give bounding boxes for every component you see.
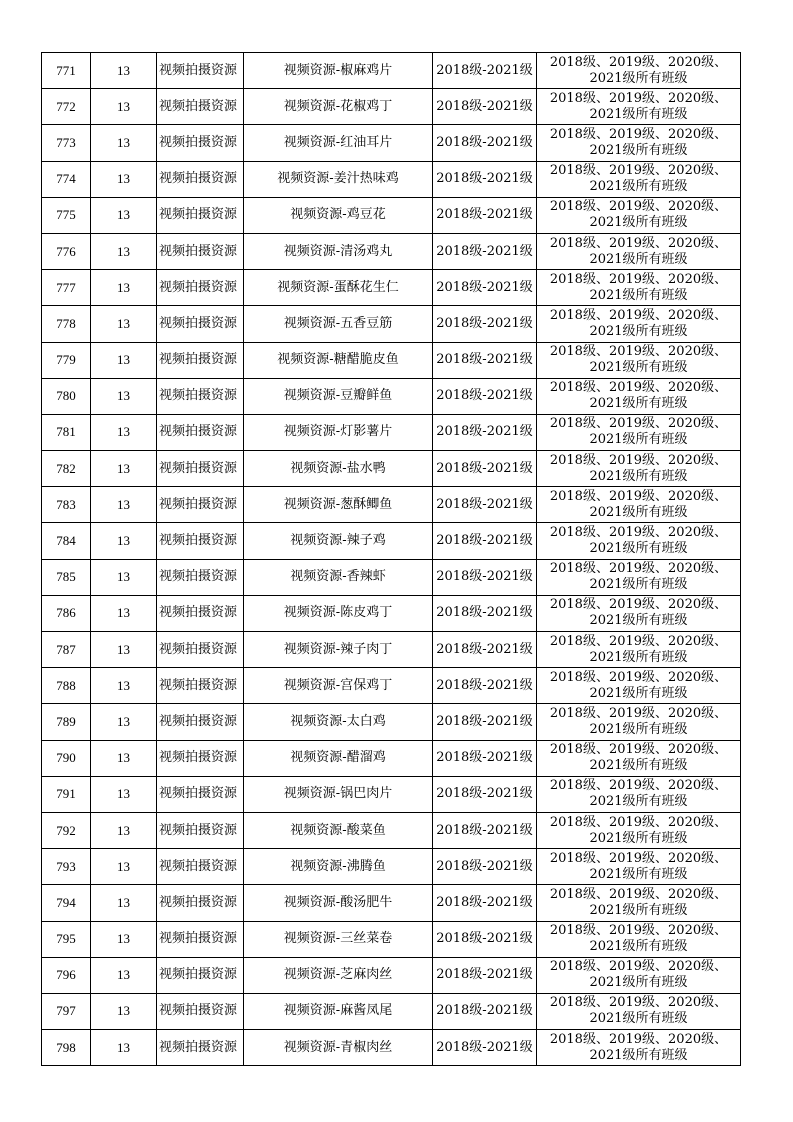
target-classes-line-2: 2021级所有班级 — [589, 975, 688, 991]
count-cell: 13 — [91, 776, 157, 812]
grade-range-cell: 2018级-2021级 — [433, 812, 537, 848]
target-classes-line-1: 2018级、2019级、2020级、 — [549, 886, 728, 902]
target-classes-cell — [537, 161, 741, 197]
category-cell: 视频拍摄资源 — [157, 776, 244, 812]
target-classes-cell — [537, 414, 741, 450]
target-classes-line-2: 2021级所有班级 — [589, 432, 688, 448]
target-classes-line-2: 2021级所有班级 — [589, 142, 688, 158]
grade-range-cell: 2018级-2021级 — [433, 1030, 537, 1066]
target-classes-line-1: 2018级、2019级、2020级、 — [549, 416, 728, 432]
row-number-cell: 785 — [42, 559, 91, 595]
target-classes-line-2: 2021级所有班级 — [589, 1011, 688, 1027]
grade-range-cell: 2018级-2021级 — [433, 233, 537, 269]
target-classes-cell — [537, 740, 741, 776]
count-cell: 13 — [91, 487, 157, 523]
table-row — [42, 885, 741, 921]
count-cell: 13 — [91, 812, 157, 848]
target-classes-line-2: 2021级所有班级 — [589, 1047, 688, 1063]
row-number-cell: 774 — [42, 161, 91, 197]
category-cell: 视频拍摄资源 — [157, 559, 244, 595]
category-cell: 视频拍摄资源 — [157, 885, 244, 921]
target-classes-line-1: 2018级、2019级、2020级、 — [549, 705, 728, 721]
table-row — [42, 487, 741, 523]
target-classes-line-1: 2018级、2019级、2020级、 — [549, 995, 728, 1011]
resource-name-cell: 视频资源-豆瓣鲜鱼 — [244, 378, 433, 414]
table-row — [42, 342, 741, 378]
category-cell: 视频拍摄资源 — [157, 993, 244, 1029]
count-cell: 13 — [91, 632, 157, 668]
grade-range-cell: 2018级-2021级 — [433, 993, 537, 1029]
resource-name-cell: 视频资源-三丝菜卷 — [244, 921, 433, 957]
count-cell: 13 — [91, 1030, 157, 1066]
count-cell: 13 — [91, 740, 157, 776]
resource-name-cell: 视频资源-麻酱凤尾 — [244, 993, 433, 1029]
row-number-cell: 792 — [42, 812, 91, 848]
count-cell: 13 — [91, 161, 157, 197]
grade-range-cell: 2018级-2021级 — [433, 342, 537, 378]
table-row — [42, 993, 741, 1029]
table-row — [42, 53, 741, 89]
resource-name-cell: 视频资源-酸汤肥牛 — [244, 885, 433, 921]
resource-name-cell: 视频资源-辣子鸡 — [244, 523, 433, 559]
row-number-cell: 773 — [42, 125, 91, 161]
target-classes-line-1: 2018级、2019级、2020级、 — [549, 561, 728, 577]
target-classes-cell — [537, 89, 741, 125]
grade-range-cell: 2018级-2021级 — [433, 921, 537, 957]
target-classes-cell — [537, 487, 741, 523]
count-cell: 13 — [91, 306, 157, 342]
table-row — [42, 957, 741, 993]
table-row — [42, 523, 741, 559]
count-cell: 13 — [91, 595, 157, 631]
table-row — [42, 921, 741, 957]
target-classes-line-1: 2018级、2019级、2020级、 — [549, 307, 728, 323]
table-row — [42, 704, 741, 740]
category-cell: 视频拍摄资源 — [157, 306, 244, 342]
table-row — [42, 668, 741, 704]
target-classes-cell — [537, 451, 741, 487]
category-cell: 视频拍摄资源 — [157, 957, 244, 993]
resource-name-cell: 视频资源-鸡豆花 — [244, 197, 433, 233]
target-classes-cell — [537, 559, 741, 595]
target-classes-line-2: 2021级所有班级 — [589, 287, 688, 303]
grade-range-cell: 2018级-2021级 — [433, 523, 537, 559]
target-classes-line-1: 2018级、2019级、2020级、 — [549, 344, 728, 360]
target-classes-line-1: 2018级、2019级、2020级、 — [549, 669, 728, 685]
target-classes-line-2: 2021级所有班级 — [589, 179, 688, 195]
row-number-cell: 779 — [42, 342, 91, 378]
grade-range-cell: 2018级-2021级 — [433, 414, 537, 450]
table-row — [42, 849, 741, 885]
row-number-cell: 772 — [42, 89, 91, 125]
category-cell: 视频拍摄资源 — [157, 668, 244, 704]
resource-name-cell: 视频资源-清汤鸡丸 — [244, 233, 433, 269]
resource-name-cell: 视频资源-花椒鸡丁 — [244, 89, 433, 125]
row-number-cell: 797 — [42, 993, 91, 1029]
target-classes-line-2: 2021级所有班级 — [589, 504, 688, 520]
target-classes-line-2: 2021级所有班级 — [589, 794, 688, 810]
row-number-cell: 795 — [42, 921, 91, 957]
grade-range-cell: 2018级-2021级 — [433, 704, 537, 740]
resource-name-cell: 视频资源-葱酥鲫鱼 — [244, 487, 433, 523]
target-classes-cell — [537, 342, 741, 378]
grade-range-cell: 2018级-2021级 — [433, 849, 537, 885]
table-row — [42, 89, 741, 125]
table-row — [42, 451, 741, 487]
grade-range-cell: 2018级-2021级 — [433, 668, 537, 704]
resource-name-cell: 视频资源-宫保鸡丁 — [244, 668, 433, 704]
table-row — [42, 414, 741, 450]
target-classes-cell — [537, 270, 741, 306]
grade-range-cell: 2018级-2021级 — [433, 451, 537, 487]
table-row — [42, 595, 741, 631]
target-classes-line-2: 2021级所有班级 — [589, 577, 688, 593]
target-classes-line-2: 2021级所有班级 — [589, 396, 688, 412]
grade-range-cell: 2018级-2021级 — [433, 957, 537, 993]
grade-range-cell: 2018级-2021级 — [433, 559, 537, 595]
category-cell: 视频拍摄资源 — [157, 89, 244, 125]
grade-range-cell: 2018级-2021级 — [433, 53, 537, 89]
row-number-cell: 796 — [42, 957, 91, 993]
count-cell: 13 — [91, 233, 157, 269]
row-number-cell: 782 — [42, 451, 91, 487]
grade-range-cell: 2018级-2021级 — [433, 270, 537, 306]
table-row — [42, 233, 741, 269]
resource-name-cell: 视频资源-灯影薯片 — [244, 414, 433, 450]
target-classes-cell — [537, 885, 741, 921]
resource-name-cell: 视频资源-姜汁热味鸡 — [244, 161, 433, 197]
count-cell: 13 — [91, 668, 157, 704]
target-classes-line-2: 2021级所有班级 — [589, 215, 688, 231]
target-classes-line-2: 2021级所有班级 — [589, 70, 688, 86]
table-row — [42, 378, 741, 414]
category-cell: 视频拍摄资源 — [157, 233, 244, 269]
grade-range-cell: 2018级-2021级 — [433, 125, 537, 161]
target-classes-line-2: 2021级所有班级 — [589, 649, 688, 665]
target-classes-line-2: 2021级所有班级 — [589, 360, 688, 376]
target-classes-cell — [537, 632, 741, 668]
row-number-cell: 787 — [42, 632, 91, 668]
target-classes-cell — [537, 849, 741, 885]
grade-range-cell: 2018级-2021级 — [433, 776, 537, 812]
row-number-cell: 790 — [42, 740, 91, 776]
resource-name-cell: 视频资源-香辣虾 — [244, 559, 433, 595]
row-number-cell: 775 — [42, 197, 91, 233]
count-cell: 13 — [91, 849, 157, 885]
target-classes-line-2: 2021级所有班级 — [589, 939, 688, 955]
category-cell: 视频拍摄资源 — [157, 921, 244, 957]
row-number-cell: 788 — [42, 668, 91, 704]
target-classes-line-2: 2021级所有班级 — [589, 541, 688, 557]
category-cell: 视频拍摄资源 — [157, 849, 244, 885]
target-classes-line-1: 2018级、2019级、2020级、 — [549, 778, 728, 794]
target-classes-cell — [537, 668, 741, 704]
category-cell: 视频拍摄资源 — [157, 451, 244, 487]
resource-name-cell: 视频资源-锅巴肉片 — [244, 776, 433, 812]
grade-range-cell: 2018级-2021级 — [433, 595, 537, 631]
target-classes-cell — [537, 523, 741, 559]
grade-range-cell: 2018级-2021级 — [433, 378, 537, 414]
category-cell: 视频拍摄资源 — [157, 704, 244, 740]
resource-name-cell: 视频资源-盐水鸭 — [244, 451, 433, 487]
target-classes-line-1: 2018级、2019级、2020级、 — [549, 959, 728, 975]
category-cell: 视频拍摄资源 — [157, 1030, 244, 1066]
target-classes-cell — [537, 125, 741, 161]
target-classes-line-2: 2021级所有班级 — [589, 866, 688, 882]
target-classes-line-2: 2021级所有班级 — [589, 830, 688, 846]
target-classes-cell — [537, 197, 741, 233]
target-classes-line-1: 2018级、2019级、2020级、 — [549, 126, 728, 142]
table-row — [42, 559, 741, 595]
category-cell: 视频拍摄资源 — [157, 812, 244, 848]
count-cell: 13 — [91, 125, 157, 161]
target-classes-line-2: 2021级所有班级 — [589, 613, 688, 629]
table-body — [42, 53, 741, 1066]
count-cell: 13 — [91, 53, 157, 89]
count-cell: 13 — [91, 342, 157, 378]
resource-name-cell: 视频资源-椒麻鸡片 — [244, 53, 433, 89]
target-classes-cell — [537, 595, 741, 631]
resource-name-cell: 视频资源-辣子肉丁 — [244, 632, 433, 668]
category-cell: 视频拍摄资源 — [157, 125, 244, 161]
count-cell: 13 — [91, 89, 157, 125]
count-cell: 13 — [91, 957, 157, 993]
table-row — [42, 632, 741, 668]
table-row — [42, 812, 741, 848]
target-classes-cell — [537, 1030, 741, 1066]
count-cell: 13 — [91, 378, 157, 414]
row-number-cell: 771 — [42, 53, 91, 89]
table-row — [42, 306, 741, 342]
grade-range-cell: 2018级-2021级 — [433, 161, 537, 197]
target-classes-line-2: 2021级所有班级 — [589, 323, 688, 339]
row-number-cell: 798 — [42, 1030, 91, 1066]
row-number-cell: 789 — [42, 704, 91, 740]
target-classes-cell — [537, 812, 741, 848]
grade-range-cell: 2018级-2021级 — [433, 740, 537, 776]
resource-table — [41, 52, 741, 1066]
row-number-cell: 784 — [42, 523, 91, 559]
category-cell: 视频拍摄资源 — [157, 414, 244, 450]
row-number-cell: 791 — [42, 776, 91, 812]
count-cell: 13 — [91, 921, 157, 957]
target-classes-line-1: 2018级、2019级、2020级、 — [549, 199, 728, 215]
target-classes-line-1: 2018级、2019级、2020级、 — [549, 271, 728, 287]
count-cell: 13 — [91, 197, 157, 233]
category-cell: 视频拍摄资源 — [157, 270, 244, 306]
target-classes-line-2: 2021级所有班级 — [589, 106, 688, 122]
resource-name-cell: 视频资源-酸菜鱼 — [244, 812, 433, 848]
target-classes-line-2: 2021级所有班级 — [589, 902, 688, 918]
category-cell: 视频拍摄资源 — [157, 595, 244, 631]
resource-name-cell: 视频资源-陈皮鸡丁 — [244, 595, 433, 631]
target-classes-line-2: 2021级所有班级 — [589, 721, 688, 737]
count-cell: 13 — [91, 704, 157, 740]
target-classes-line-1: 2018级、2019级、2020级、 — [549, 633, 728, 649]
target-classes-cell — [537, 233, 741, 269]
count-cell: 13 — [91, 523, 157, 559]
resource-name-cell: 视频资源-青椒肉丝 — [244, 1030, 433, 1066]
target-classes-line-2: 2021级所有班级 — [589, 685, 688, 701]
target-classes-line-2: 2021级所有班级 — [589, 758, 688, 774]
target-classes-line-1: 2018级、2019级、2020级、 — [549, 923, 728, 939]
target-classes-line-1: 2018级、2019级、2020级、 — [549, 488, 728, 504]
table-row — [42, 161, 741, 197]
count-cell: 13 — [91, 270, 157, 306]
table-row — [42, 270, 741, 306]
target-classes-line-1: 2018级、2019级、2020级、 — [549, 380, 728, 396]
grade-range-cell: 2018级-2021级 — [433, 885, 537, 921]
row-number-cell: 793 — [42, 849, 91, 885]
table-row — [42, 197, 741, 233]
target-classes-line-1: 2018级、2019级、2020级、 — [549, 597, 728, 613]
table-row — [42, 740, 741, 776]
target-classes-line-1: 2018级、2019级、2020级、 — [549, 742, 728, 758]
resource-name-cell: 视频资源-五香豆筋 — [244, 306, 433, 342]
row-number-cell: 776 — [42, 233, 91, 269]
target-classes-line-1: 2018级、2019级、2020级、 — [549, 235, 728, 251]
category-cell: 视频拍摄资源 — [157, 197, 244, 233]
target-classes-cell — [537, 957, 741, 993]
count-cell: 13 — [91, 451, 157, 487]
table-row — [42, 776, 741, 812]
category-cell: 视频拍摄资源 — [157, 161, 244, 197]
target-classes-line-1: 2018级、2019级、2020级、 — [549, 814, 728, 830]
category-cell: 视频拍摄资源 — [157, 487, 244, 523]
grade-range-cell: 2018级-2021级 — [433, 632, 537, 668]
count-cell: 13 — [91, 559, 157, 595]
category-cell: 视频拍摄资源 — [157, 342, 244, 378]
target-classes-cell — [537, 53, 741, 89]
table-row — [42, 1030, 741, 1066]
target-classes-line-1: 2018级、2019级、2020级、 — [549, 850, 728, 866]
target-classes-line-1: 2018级、2019级、2020级、 — [549, 90, 728, 106]
category-cell: 视频拍摄资源 — [157, 378, 244, 414]
target-classes-line-1: 2018级、2019级、2020级、 — [549, 163, 728, 179]
grade-range-cell: 2018级-2021级 — [433, 197, 537, 233]
resource-name-cell: 视频资源-太白鸡 — [244, 704, 433, 740]
grade-range-cell: 2018级-2021级 — [433, 89, 537, 125]
category-cell: 视频拍摄资源 — [157, 632, 244, 668]
count-cell: 13 — [91, 993, 157, 1029]
resource-name-cell: 视频资源-沸腾鱼 — [244, 849, 433, 885]
table-row — [42, 125, 741, 161]
target-classes-cell — [537, 378, 741, 414]
target-classes-line-2: 2021级所有班级 — [589, 251, 688, 267]
row-number-cell: 794 — [42, 885, 91, 921]
grade-range-cell: 2018级-2021级 — [433, 306, 537, 342]
category-cell: 视频拍摄资源 — [157, 53, 244, 89]
resource-name-cell: 视频资源-醋溜鸡 — [244, 740, 433, 776]
row-number-cell: 778 — [42, 306, 91, 342]
target-classes-line-2: 2021级所有班级 — [589, 468, 688, 484]
target-classes-line-1: 2018级、2019级、2020级、 — [549, 1031, 728, 1047]
target-classes-cell — [537, 921, 741, 957]
target-classes-line-1: 2018级、2019级、2020级、 — [549, 525, 728, 541]
target-classes-cell — [537, 993, 741, 1029]
grade-range-cell: 2018级-2021级 — [433, 487, 537, 523]
target-classes-cell — [537, 704, 741, 740]
category-cell: 视频拍摄资源 — [157, 523, 244, 559]
row-number-cell: 781 — [42, 414, 91, 450]
resource-name-cell: 视频资源-芝麻肉丝 — [244, 957, 433, 993]
resource-name-cell: 视频资源-蛋酥花生仁 — [244, 270, 433, 306]
row-number-cell: 783 — [42, 487, 91, 523]
row-number-cell: 780 — [42, 378, 91, 414]
target-classes-cell — [537, 306, 741, 342]
row-number-cell: 777 — [42, 270, 91, 306]
count-cell: 13 — [91, 885, 157, 921]
count-cell: 13 — [91, 414, 157, 450]
target-classes-line-1: 2018级、2019级、2020级、 — [549, 452, 728, 468]
row-number-cell: 786 — [42, 595, 91, 631]
target-classes-cell — [537, 776, 741, 812]
resource-name-cell: 视频资源-糖醋脆皮鱼 — [244, 342, 433, 378]
target-classes-line-1: 2018级、2019级、2020级、 — [549, 54, 728, 70]
resource-name-cell: 视频资源-红油耳片 — [244, 125, 433, 161]
category-cell: 视频拍摄资源 — [157, 740, 244, 776]
